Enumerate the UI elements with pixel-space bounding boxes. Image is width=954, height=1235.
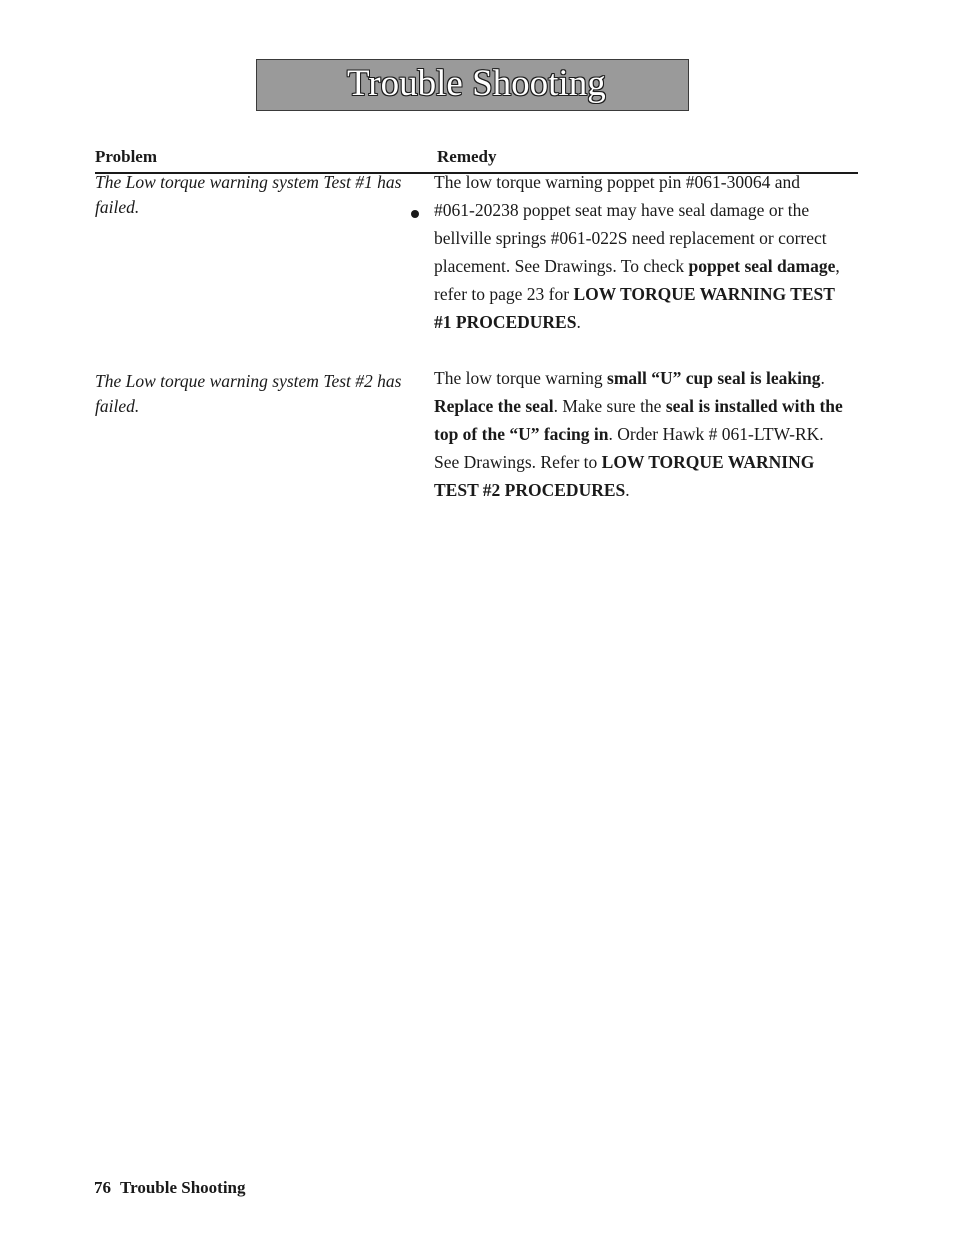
page-title: Trouble Shooting [347, 63, 606, 104]
remedy-segment: poppet seal damage [688, 256, 836, 276]
remedy-segment: seal is installed with the top of the “U” facing in [434, 396, 843, 444]
bullet-icon [411, 210, 419, 218]
remedy-column-header: Remedy [437, 147, 497, 166]
remedy-segment: . Make sure the [553, 396, 666, 416]
remedy-segment: LOW TORQUE WARNING TEST #2 PROCEDURES [434, 452, 815, 500]
remedy-segment: LOW TORQUE WARNING TEST #1 PROCEDURES [434, 284, 835, 332]
problem-text-2: The Low torque warning system Test #2 has failed. [95, 371, 402, 416]
problem-column-header: Problem [95, 147, 158, 166]
page-title-banner [256, 59, 689, 111]
remedy-text-1 [434, 168, 844, 336]
problem-text-1: The Low torque warning system Test #1 has failed. [95, 172, 402, 217]
remedy-segment: The low torque warning poppet pin #061-30064 and #061-20238 poppet seat may have seal damage or the bellville springs #061-022S need replacement or correct placement. See Drawings. To check [434, 172, 827, 276]
page-number: 76 [94, 1178, 111, 1197]
footer-section-title: Trouble Shooting [120, 1178, 246, 1197]
remedy-segment: small “U” cup seal is leaking [607, 368, 821, 388]
remedy-segment: Replace the seal [434, 396, 554, 416]
remedy-segment: The low torque warning [434, 368, 608, 388]
remedy-segment: , refer to page 23 for [434, 256, 840, 304]
remedy-text-2 [434, 364, 844, 504]
remedy-segment: . [576, 312, 581, 332]
remedy-segment: . Order Hawk # 061-LTW-RK. See Drawings. Refer to [434, 424, 824, 472]
page-footer [94, 1178, 246, 1198]
remedy-segment: . [625, 480, 630, 500]
remedy-segment: . [820, 368, 825, 388]
